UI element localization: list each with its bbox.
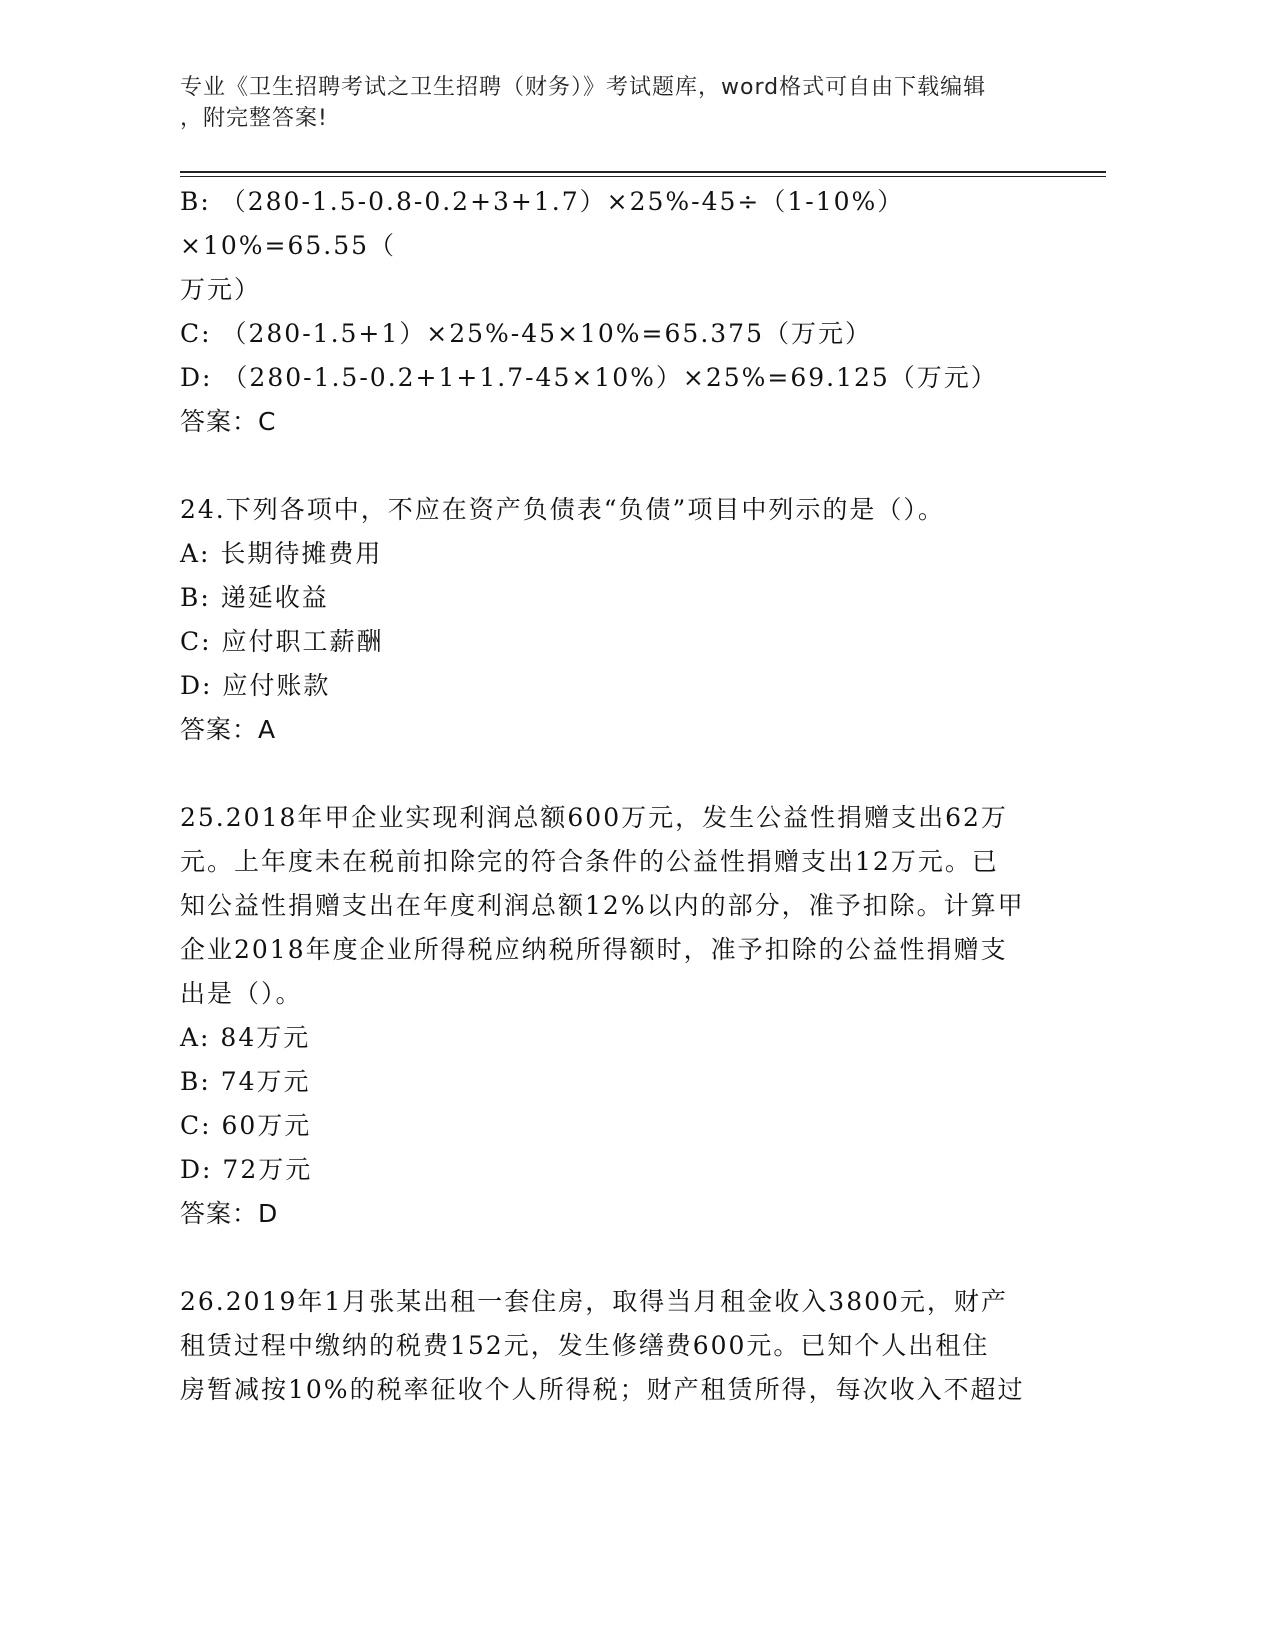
document-body <box>180 180 1040 1412</box>
spacer <box>180 752 1040 796</box>
question-stem-line-4: 企业2018年度企业所得税应纳税所得额时，准予扣除的公益性捐赠支 <box>180 935 1008 964</box>
option-b: B: 74万元 <box>180 1067 311 1096</box>
option-b-continued: 万元） <box>180 275 262 304</box>
spacer <box>180 1236 1040 1280</box>
question-stem-line-1: 26.2019年1月张某出租一套住房，取得当月租金收入3800元，财产 <box>180 1287 1008 1316</box>
option-a: A: 长期待摊费用 <box>180 539 383 568</box>
option-b: B: 递延收益 <box>180 583 329 612</box>
question-stem-line-3: 知公益性捐赠支出在年度利润总额12%以内的部分，准予扣除。计算甲 <box>180 891 1025 920</box>
option-c: C: 60万元 <box>180 1111 312 1140</box>
question-stem-line-3: 房暂减按10%的税率征收个人所得税；财产租赁所得，每次收入不超过 <box>180 1375 1025 1404</box>
option-d: D: 72万元 <box>180 1155 313 1184</box>
document-header <box>180 72 1040 134</box>
question-stem-line-2: 元。上年度未在税前扣除完的符合条件的公益性捐赠支出12万元。已 <box>180 847 999 876</box>
answer: 答案：C <box>180 407 277 436</box>
question-stem-line-1: 25.2018年甲企业实现利润总额600万元，发生公益性捐赠支出62万 <box>180 803 1008 832</box>
question-25 <box>180 796 1040 1236</box>
previous-question-block <box>180 180 1040 444</box>
option-a: A: 84万元 <box>180 1023 311 1052</box>
question-stem: 24.下列各项中，不应在资产负债表“负债”项目中列示的是（）。 <box>180 495 945 524</box>
question-26 <box>180 1280 1040 1412</box>
header-title-line-1: 专业《卫生招聘考试之卫生招聘（财务）》考试题库，word格式可自由下载编辑 <box>180 75 987 100</box>
header-divider-thin <box>180 176 1106 177</box>
question-stem-line-5: 出是（）。 <box>180 979 303 1008</box>
header-title-line-2: ，附完整答案! <box>180 106 328 131</box>
spacer <box>180 444 1040 488</box>
header-divider-thick <box>180 171 1106 173</box>
answer: 答案：A <box>180 715 277 744</box>
option-d: D: 应付账款 <box>180 671 331 700</box>
question-stem-line-2: 租赁过程中缴纳的税费152元，发生修缮费600元。已知个人出租住 <box>180 1331 990 1360</box>
option-c: C: （280-1.5+1）×25%-45×10%=65.375（万元） <box>180 319 872 348</box>
question-24 <box>180 488 1040 752</box>
option-c: C: 应付职工薪酬 <box>180 627 384 656</box>
answer: 答案：D <box>180 1199 279 1228</box>
option-d: D: （280-1.5-0.2+1+1.7-45×10%）×25%=69.125（万元） <box>180 363 998 392</box>
option-b: B: （280-1.5-0.8-0.2+3+1.7）×25%-45÷（1-10%）×10%=65.55（ <box>180 187 905 260</box>
